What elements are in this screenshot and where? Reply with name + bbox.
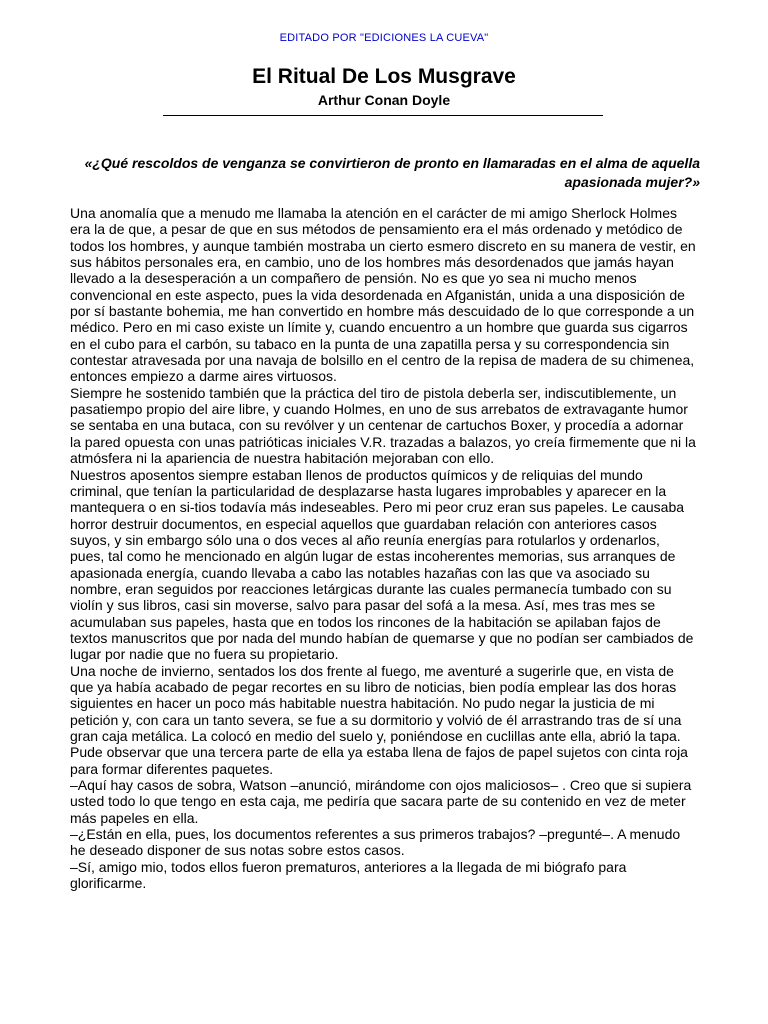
paragraph: –¿Están en ella, pues, los documentos referentes a sus primeros trabajos? –pregunté–. A menudo he deseado disponer de sus notas sobre estos casos.	[70, 826, 681, 859]
paragraph: Siempre he sostenido también que la práctica del tiro de pistola deberla ser, indiscutiblemente, un pasatiempo propio del aire libre, y cuando Holmes, en uno de sus arrebatos de extravagante humor se sentaba en una butaca, con su revólver y un centenar de cartuchos Boxer, y procedía a adornar la pared opuesta con unas patrióticas iniciales V.R. trazadas a balazos, yo creía firmemente que ni la atmósfera ni la apariencia de nuestra habitación mejoraban con ello.	[70, 384, 696, 467]
paragraph: Nuestros aposentos siempre estaban llenos de productos químicos y de reliquias del mundo criminal, que tenían la particularidad de desplazarse hasta lugares improbables y aparecer en la mantequera o en si-tios todavía más indeseables. Pero mi peor cruz eran sus papeles. Le causaba horror destruir documentos, en especial aquellos que guardaban relación con anteriores casos suyos, y sin embargo sólo una o dos veces al año reunía energías para rotularlos y ordenarlos, pues, tal como he mencionado en algún lugar de estas incoherentes memorias, sus arranques de apasionada energía, cuando llevaba a cabo las notables hazañas con las que va asociado su nombre, eran seguidos por reacciones letárgicas durante las cuales permanecía tumbado con su violín y sus libros, casi sin moverse, salvo para pasar del sofá a la mesa. Así, mes tras mes se acumulaban sus papeles, hasta que en todos los rincones de la habitación se apilaban fajos de textos manuscritos que por nada del mundo habían de quemarse y que no podían ser cambiados de lugar por nadie que no fuera su propietario.	[70, 466, 694, 663]
editor-credit: EDITADO POR "EDICIONES LA CUEVA"	[279, 32, 489, 44]
document-title: El Ritual De Los Musgrave	[252, 65, 516, 88]
body-text	[70, 205, 698, 891]
paragraph: Una anomalía que a menudo me llamaba la atención en el carácter de mi amigo Sherlock Holmes era la de que, a pesar de que en sus métodos de pensamiento era el más ordenado y metódico de todos los hombres, y aunque también mostraba un cierto esmero discreto en su manera de vestir, en sus hábitos personales era, en cambio, uno de los hombres más desordenados que jamás hayan llevado a la desesperación a un compañero de pensión. No es que yo sea ni mucho menos convencional en este aspecto, pues la vida desordenada en Afganistán, unida a una disposición de por sí bastante bohemia, me han convertido en hombre más descuidado de lo que corresponde a un médico. Pero en mi caso existe un límite y, cuando encuentro a un hombre que guarda sus cigarros en el cubo para el carbón, su tabaco en la punta de una zapatilla persa y su correspondencia sin contestar atravesada por una navaja de bolsillo en el centro de la repisa de madera de su chimenea, entonces empiezo a darme aires virtuosos.	[70, 205, 696, 385]
epigraph: «¿Qué rescoldos de venganza se convirtieron de pronto en llamaradas en el alma de aquella apasionada mujer?»	[84, 155, 700, 190]
title-divider	[163, 115, 603, 116]
paragraph: –Aquí hay casos de sobra, Watson –anunció, mirándome con ojos maliciosos– . Creo que si supiera usted todo lo que tengo en esta caja, me pediría que sacara parte de su contenido en vez de meter más papeles en ella.	[70, 777, 692, 826]
paragraph: –Sí, amigo mio, todos ellos fueron prematuros, anteriores a la llegada de mi biógrafo para glorificarme.	[70, 858, 627, 892]
author-name: Arthur Conan Doyle	[317, 92, 451, 108]
paragraph: Una noche de invierno, sentados los dos frente al fuego, me aventuré a sugerirle que, en vista de que ya había acabado de pegar recortes en su libro de noticias, bien podía emplear las dos horas siguientes en hacer un poco más habitable nuestra habitación. No pudo negar la justicia de mi petición y, con cara un tanto severa, se fue a su dormitorio y volvió de él arrastrando tras de sí una gran caja metálica. La colocó en medio del suelo y, poniéndose en cuclillas ante ella, abrió la tapa. Pude observar que una tercera parte de ella ya estaba llena de fajos de papel sujetos con cinta roja para formar diferentes paquetes.	[70, 662, 688, 777]
